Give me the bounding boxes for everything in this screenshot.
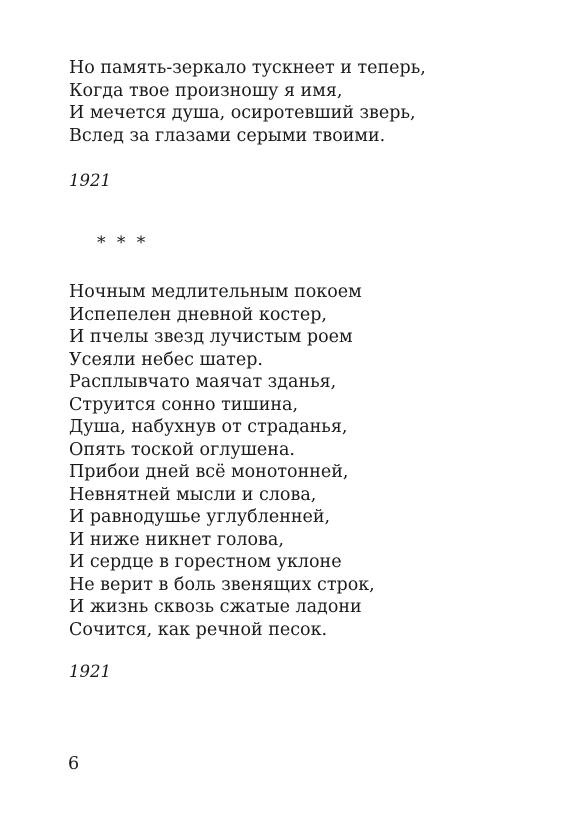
poem-line: И равнодушье углубленней, [69,507,331,527]
poem-line: И мечется душа, осиротевший зверь, [69,103,416,123]
poem-1-stanza [69,57,426,147]
poem-line: Невнятней мысли и слова, [69,484,317,505]
poem-line: Испепелен дневной костер, [69,304,327,325]
poem-line: Душа, набухнув от страданья, [69,417,348,437]
poem-line: Струится сонно тишина, [69,394,299,415]
poem-line: И пчелы звезд лучистым роем [69,327,353,347]
poem-line: Но память-зеркало тускнеет и теперь, [69,58,426,78]
poem-line: Сочится, как речной песок. [69,619,328,640]
poem-2-year: 1921 [69,662,111,681]
poem-line: Опять тоской оглушена. [69,439,295,460]
poem-line: Не верит в боль звенящих строк, [69,574,375,595]
poem-1-year: 1921 [69,171,111,190]
poem-line: Вслед за глазами серыми твоими. [69,125,386,146]
poem-line: И жизнь сквозь сжатые ладони [69,597,362,617]
poem-line: И сердце в горестном уклоне [69,552,342,572]
poem-line: Усеяли небес шатер. [69,349,263,370]
poem-line: Прибои дней всё монотонней, [69,462,349,482]
section-separator: * * * [97,233,149,253]
page-number: 6 [68,754,80,774]
poem-line: Расплывчато маячат зданья, [69,372,337,392]
poem-2-stanza [69,281,375,641]
poem-line: Когда твое произношу я имя, [69,80,343,101]
poem-line: И ниже никнет голова, [69,529,284,550]
poem-line: Ночным медлительным покоем [69,282,362,302]
